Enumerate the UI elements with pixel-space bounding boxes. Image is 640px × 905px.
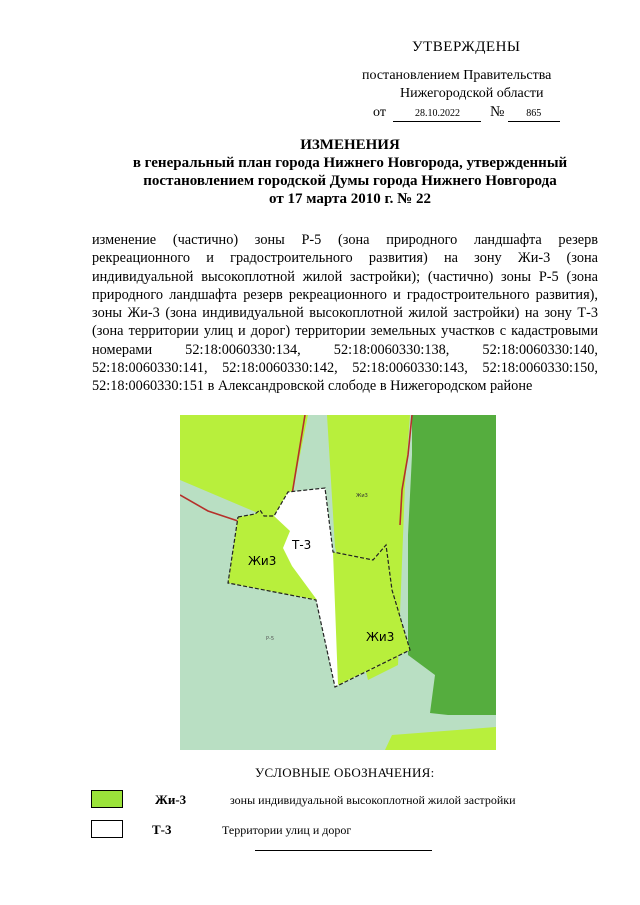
map-label-r5: Р-5 bbox=[266, 636, 275, 642]
map-label-t3: Т-3 bbox=[292, 538, 312, 552]
heading-title: ИЗМЕНЕНИЯ bbox=[300, 137, 400, 153]
legend-swatch-zhi3 bbox=[91, 790, 123, 808]
from-label: от bbox=[373, 105, 386, 120]
legend-desc-zhi3: зоны индивидуальной высокоплотной жилой застройки bbox=[230, 793, 516, 807]
heading-line-3: постановлением городской Думы города Нижнего Новгорода bbox=[143, 173, 557, 189]
heading-line-2: в генеральный план города Нижнего Новгорода, утвержденный bbox=[132, 155, 568, 171]
map-label-zhi3-small: Жи3 bbox=[356, 493, 368, 499]
change-description: изменение (частично) зоны Р-5 (зона природного ландшафта резерв рекреационного и градостроительного развития) на зону Жи-3 (зона индивидуальной высокоплотной жилой застройки); (частично) зоны Р-5 (зона природного ландшафта резерв рекреационного и градостроительного развития), зоны Жи-3 (зона индивидуальной высокоплотной жилой застройки) на зону Т-3 (зона территории улиц и дорог) территории земельных участков с кадастровыми номерами 52:18:0060330:134, 52:18:0060330:138, 52:18:0060330:140, 52:18:0060330:141, 52:18:0060330:142, 52:18:0060330:143, 52:18:0060330:150, 52:18:0060330:151 в Александровской слободе в Нижегородском районе bbox=[92, 232, 598, 395]
decree-line-2: Нижегородской области bbox=[400, 86, 544, 101]
decree-number: 865 bbox=[508, 107, 560, 122]
legend-swatch-t3 bbox=[91, 820, 123, 838]
legend-code-t3: Т-3 bbox=[152, 822, 172, 837]
decree-date-line bbox=[373, 104, 560, 122]
number-label: № bbox=[489, 104, 505, 120]
zoning-map bbox=[180, 415, 496, 750]
document-heading bbox=[100, 136, 600, 208]
decree-date: 28.10.2022 bbox=[393, 107, 481, 122]
legend-title: УСЛОВНЫЕ ОБОЗНАЧЕНИЯ: bbox=[255, 765, 435, 780]
legend-code-zhi3: Жи-3 bbox=[155, 792, 187, 807]
legend-desc-t3: Территории улиц и дорог bbox=[222, 823, 352, 837]
heading-line-4: от 17 марта 2010 г. № 22 bbox=[269, 191, 431, 207]
decree-line-1: постановлением Правительства bbox=[362, 68, 552, 83]
map-label-zhi3-right: Жи3 bbox=[366, 630, 395, 644]
map-label-zhi3-left: Жи3 bbox=[248, 554, 277, 568]
approved-label: УТВЕРЖДЕНЫ bbox=[412, 39, 521, 55]
bottom-divider bbox=[255, 850, 432, 851]
